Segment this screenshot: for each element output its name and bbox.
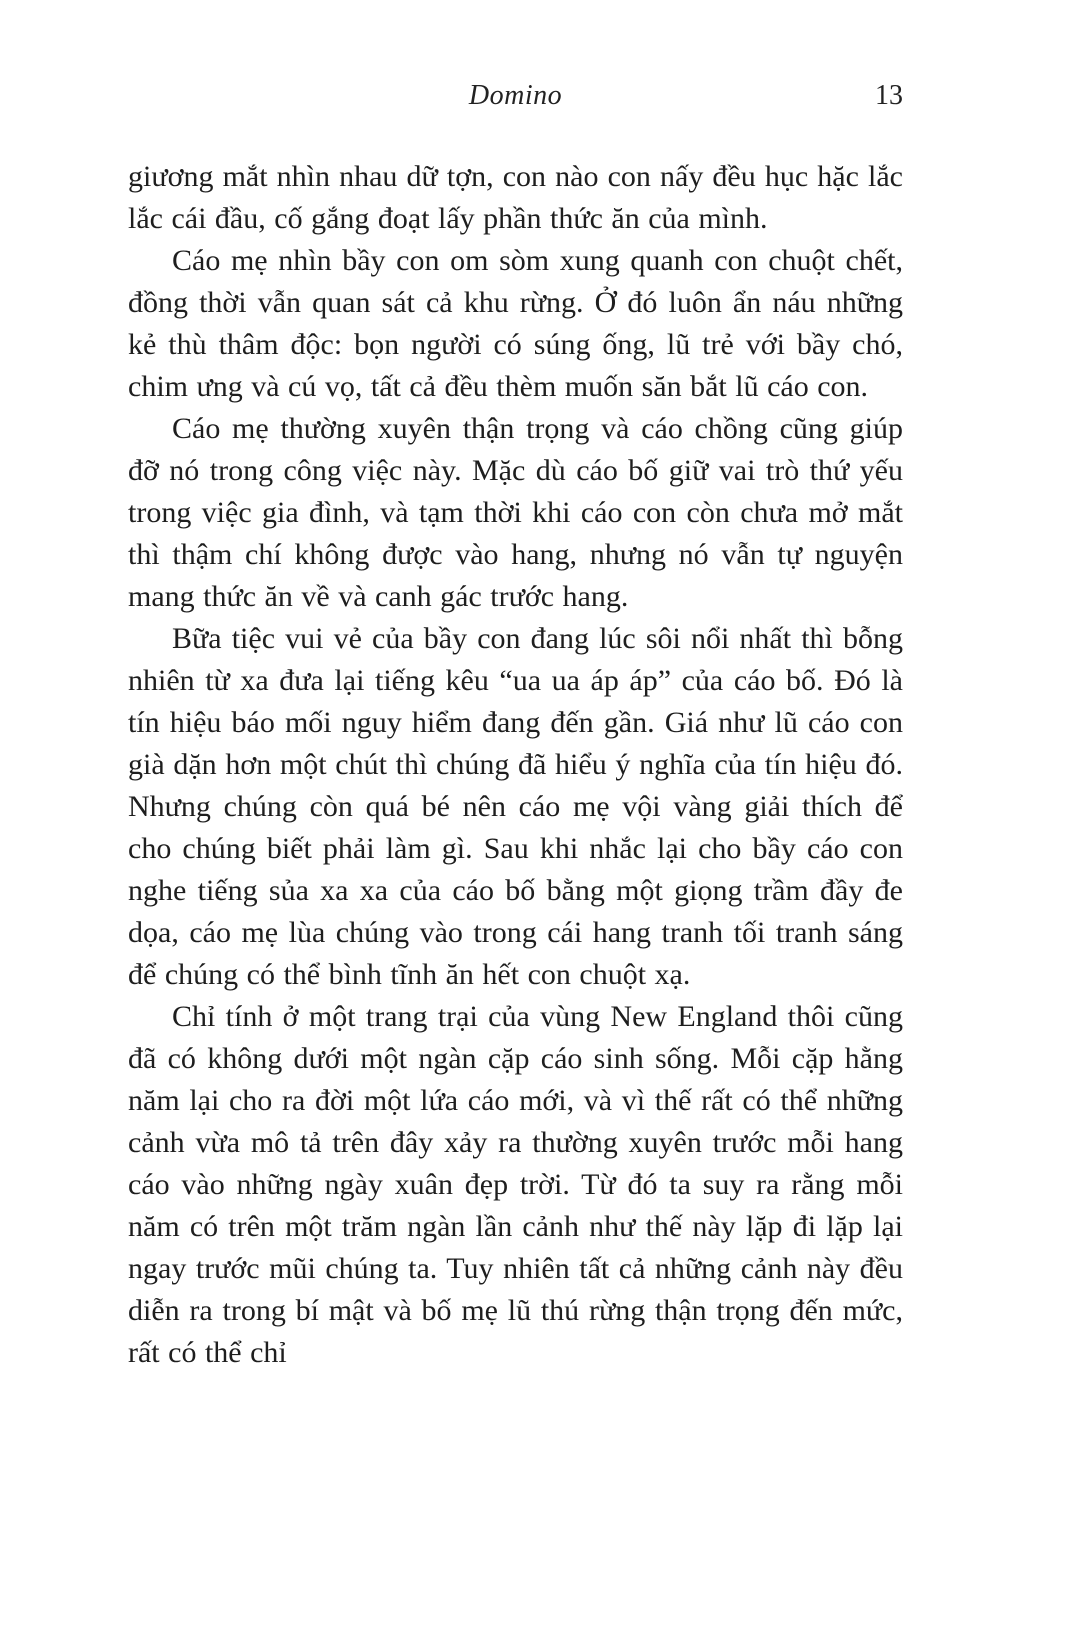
- page-number: 13: [875, 80, 903, 111]
- paragraph: Chỉ tính ở một trang trại của vùng New England thôi cũng đã có không dưới một ngàn cặp cáo sinh sống. Mỗi cặp hằng năm lại cho ra đời một lứa cáo mới, và vì thế rất có thể những cảnh vừa mô tả trên đây xảy ra thường xuyên trước mỗi hang cáo vào những ngày xuân đẹp trời. Từ đó ta suy ra rằng mỗi năm có trên một trăm ngàn lần cảnh như thế này lặp đi lặp lại ngay trước mũi chúng ta. Tuy nhiên tất cả những cảnh này đều diễn ra trong bí mật và bố mẹ lũ thú rừng thận trọng đến mức, rất có thể chỉ: [128, 1000, 903, 1369]
- paragraph: Bữa tiệc vui vẻ của bầy con đang lúc sôi nổi nhất thì bỗng nhiên từ xa đưa lại tiếng kêu “ua ua áp áp” của cáo bố. Đó là tín hiệu báo mối nguy hiểm đang đến gần. Giá như lũ cáo con già dặn hơn một chút thì chúng đã hiểu ý nghĩa của tín hiệu đó. Nhưng chúng còn quá bé nên cáo mẹ vội vàng giải thích để cho chúng biết phải làm gì. Sau khi nhắc lại cho bầy cáo con nghe tiếng sủa xa xa của cáo bố bằng một giọng trầm đầy đe dọa, cáo mẹ lùa chúng vào trong cái hang tranh tối tranh sáng để chúng có thể bình tĩnh ăn hết con chuột xạ.: [128, 622, 903, 991]
- paragraph: giương mắt nhìn nhau dữ tợn, con nào con nấy đều hục hặc lắc lắc cái đầu, cố gắng đoạt lấy phần thức ăn của mình.: [128, 160, 903, 235]
- page-body: [128, 156, 903, 1374]
- paragraph: Cáo mẹ thường xuyên thận trọng và cáo chồng cũng giúp đỡ nó trong công việc này. Mặc dù cáo bố giữ vai trò thứ yếu trong việc gia đình, và tạm thời khi cáo con còn chưa mở mắt thì thậm chí không được vào hang, nhưng nó vẫn tự nguyện mang thức ăn về và canh gác trước hang.: [128, 412, 903, 613]
- page-header: [128, 80, 903, 120]
- running-title: Domino: [468, 80, 563, 111]
- paragraph: Cáo mẹ nhìn bầy con om sòm xung quanh con chuột chết, đồng thời vẫn quan sát cả khu rừng. Ở đó luôn ẩn náu những kẻ thù thâm độc: bọn người có súng ống, lũ trẻ với bầy chó, chim ưng và cú vọ, tất cả đều thèm muốn săn bắt lũ cáo con.: [128, 244, 903, 403]
